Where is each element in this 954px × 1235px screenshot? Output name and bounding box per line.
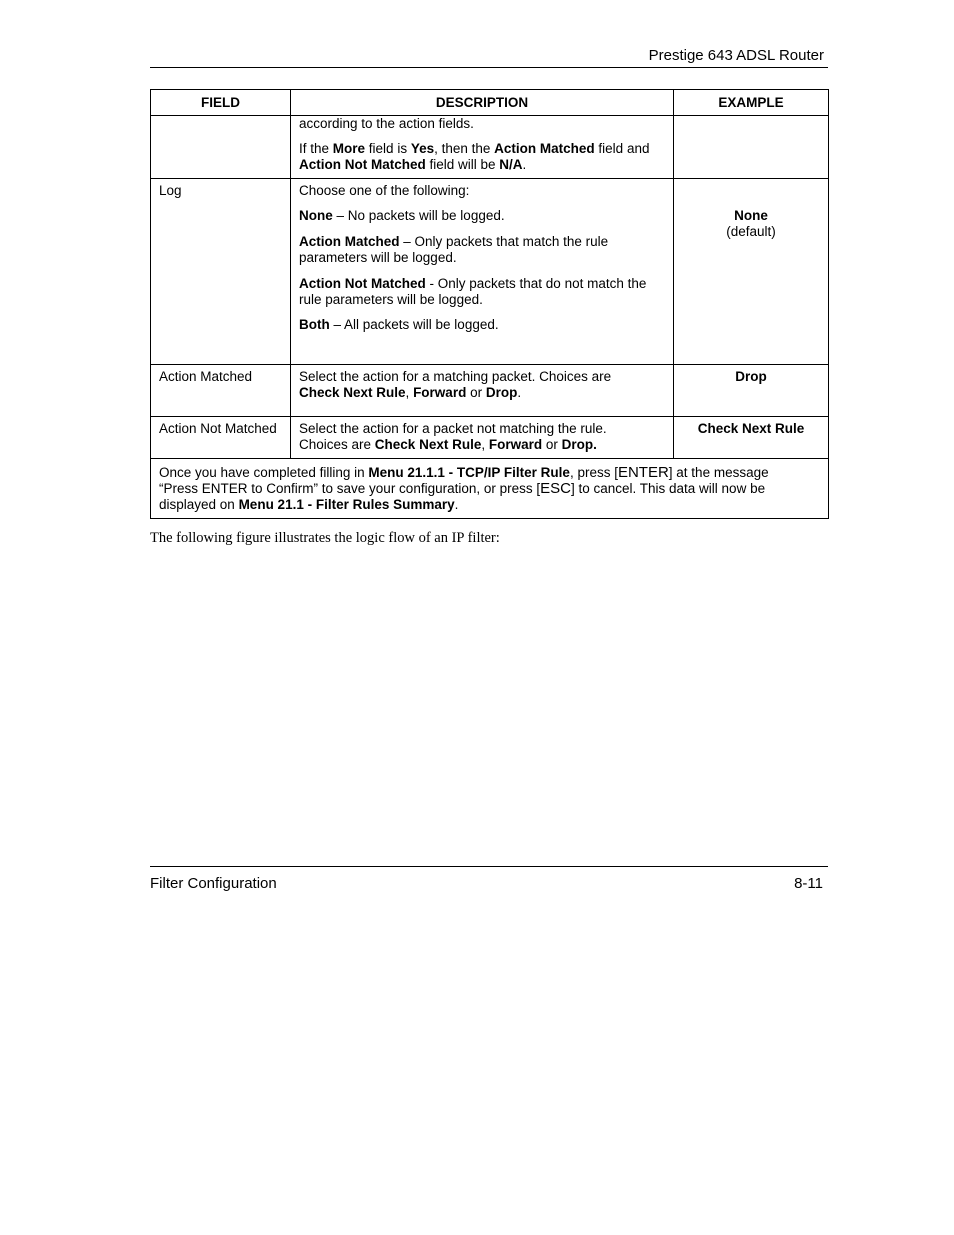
header-divider: [150, 67, 828, 68]
figure-caption-text: The following figure illustrates the logic flow of an IP filter:: [150, 530, 500, 546]
field-description-table: [150, 89, 829, 519]
table-row-continuation: [151, 116, 829, 179]
cell-field-log: Log: [151, 179, 291, 365]
continuation-line: according to the action fields.: [299, 116, 474, 131]
column-header-field: FIELD: [151, 90, 291, 116]
cell-example-action-not-matched: Check Next Rule: [674, 417, 829, 459]
footer-page-number: 8-11: [794, 875, 823, 892]
cell-example-empty: [674, 116, 829, 179]
log-option-both: Both – All packets will be logged.: [299, 317, 499, 332]
more-field-paragraph: If the More field is Yes, then the Action Matched field and Action Not Matched field will be N/A.: [299, 141, 650, 172]
cell-example-action-matched: Drop: [674, 365, 829, 417]
log-example-value: None: [734, 208, 768, 223]
log-intro: Choose one of the following:: [299, 183, 470, 198]
table-header-row: [151, 90, 829, 116]
log-option-none: None – No packets will be logged.: [299, 208, 505, 223]
footer-section-title: Filter Configuration: [150, 875, 277, 892]
cell-description-action-not-matched: Select the action for a packet not matching the rule. Choices are Check Next Rule, Forward or Drop.: [291, 417, 674, 459]
table-row-action-not-matched: [151, 417, 829, 459]
column-header-example: EXAMPLE: [674, 90, 829, 116]
log-example-note: (default): [726, 224, 776, 239]
cell-field-action-matched: Action Matched: [151, 365, 291, 417]
cell-field-action-not-matched: Action Not Matched: [151, 417, 291, 459]
column-header-description: DESCRIPTION: [291, 90, 674, 116]
cell-description-continuation: [291, 116, 674, 179]
table-row-log: [151, 179, 829, 365]
footer-divider: [150, 866, 828, 867]
cell-completion-note: Once you have completed filling in Menu 21.1.1 - TCP/IP Filter Rule, press [ENTER] at the message “Press ENTER to Confirm” to save your configuration, or press [ESC] to cancel. This data will now be displayed on Menu 21.1 - Filter Rules Summary.: [151, 459, 829, 519]
page-header-title: Prestige 643 ADSL Router: [648, 47, 824, 64]
cell-field-empty: [151, 116, 291, 179]
table-row-action-matched: [151, 365, 829, 417]
cell-example-log: [674, 179, 829, 365]
cell-description-log: [291, 179, 674, 365]
cell-description-action-matched: Select the action for a matching packet. Choices are Check Next Rule, Forward or Drop.: [291, 365, 674, 417]
table-row-note: [151, 459, 829, 519]
log-option-action-matched: Action Matched – Only packets that match the rule parameters will be logged.: [299, 234, 609, 265]
log-option-action-not-matched: Action Not Matched - Only packets that do not match the rule parameters will be logged.: [299, 276, 647, 307]
